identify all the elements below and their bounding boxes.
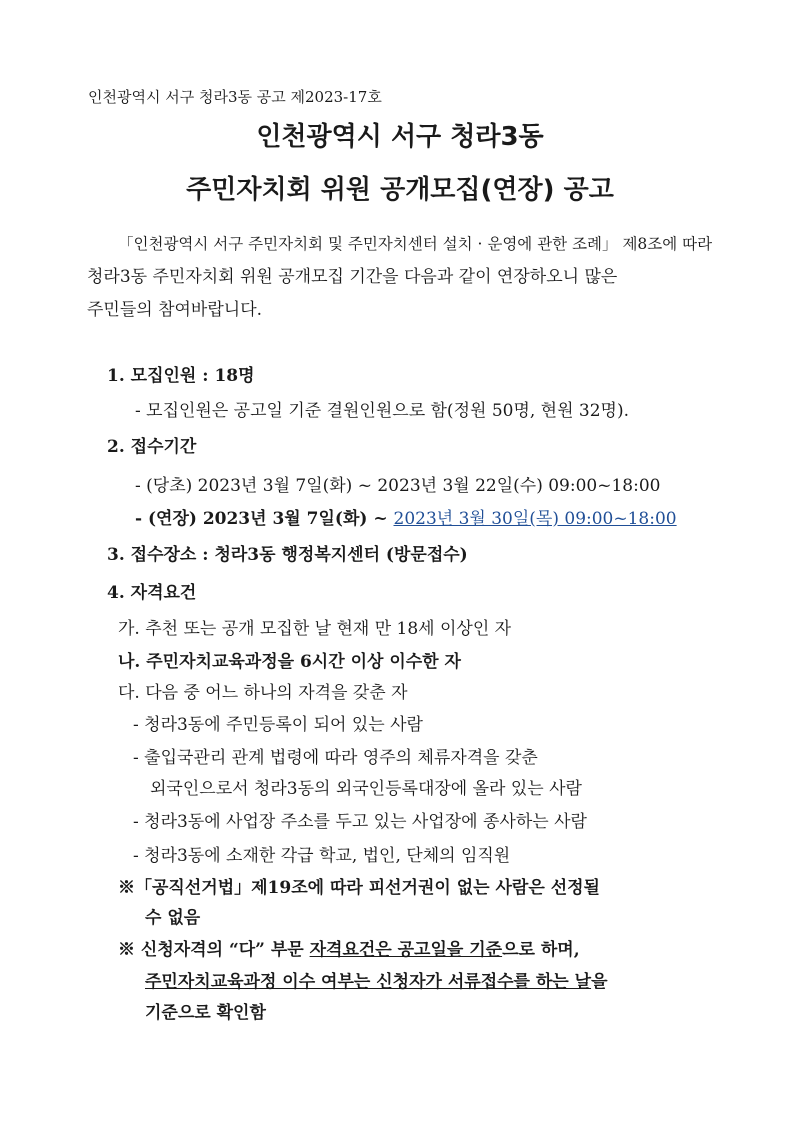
note-underlined: 자격요건은 공고일을 기준 [309,940,503,960]
intro-line: 주민들의 참여바랍니다. [87,300,263,320]
note-text: 을 [591,972,608,992]
period-extended-prefix: - (연장) 2023년 3월 7일(화) ~ [135,509,394,529]
intro-line: 「인천광역시 서구 주민자치회 및 주민자치센터 설치 · 운영에 관한 조례」 제8조에 따라 [118,235,713,253]
title-line-1: 인천광역시 서구 청라3동 [256,122,544,152]
note-text: ※ 신청자격의 “다” 부문 [118,940,310,960]
section-recruit-count: 1. 모집인원 : 18명 [107,366,255,386]
section-period: 2. 접수기간 [107,437,197,457]
note-election-law: ※「공직선거법」제19조에 따라 피선거권이 없는 사람은 선정될 [118,878,600,898]
note-election-law-cont: 수 없음 [145,908,201,928]
qualification-da-item: - 출입국관리 관계 법령에 따라 영주의 체류자격을 갖춘 [133,748,538,768]
note-underlined: 주민자치교육과정 이수 여부는 신청자가 서류접수를 하는 날 [145,972,592,992]
qualification-da-item: - 청라3동에 주민등록이 되어 있는 사람 [133,715,423,735]
notice-number: 인천광역시 서구 청라3동 공고 제2023-17호 [88,88,382,106]
period-extended [135,507,677,531]
note-qualification-basis [118,938,580,962]
intro-line: 청라3동 주민자치회 위원 공개모집 기간을 다음과 같이 연장하오니 많은 [87,267,618,287]
qualification-da-item: - 청라3동에 사업장 주소를 두고 있는 사업장에 종사하는 사람 [133,812,587,832]
qualification-da-item: 외국인으로서 청라3동의 외국인등록대장에 올라 있는 사람 [150,779,582,799]
note-education-basis-cont: 기준으로 확인함 [145,1003,266,1023]
section-location: 3. 접수장소 : 청라3동 행정복지센터 (방문접수) [107,545,468,565]
qualification-da-item: - 청라3동에 소재한 각급 학교, 법인, 단체의 임직원 [133,846,511,866]
qualification-ga: 가. 추천 또는 공개 모집한 날 현재 만 18세 이상인 자 [118,619,512,639]
title-line-2: 주민자치회 위원 공개모집(연장) 공고 [186,175,614,205]
period-extended-end: 2023년 3월 30일(목) 09:00~18:00 [393,509,677,529]
note-education-basis [145,970,608,994]
period-original: - (당초) 2023년 3월 7일(화) ~ 2023년 3월 22일(수) 09:00~18:00 [135,476,661,496]
section-qualification: 4. 자격요건 [107,583,197,603]
note-text: 으로 하며, [502,940,580,960]
qualification-da: 다. 다음 중 어느 하나의 자격을 갖춘 자 [118,683,408,703]
qualification-na: 나. 주민자치교육과정을 6시간 이상 이수한 자 [118,652,461,672]
recruit-detail: - 모집인원은 공고일 기준 결원인원으로 함(정원 50명, 현원 32명). [135,401,630,421]
